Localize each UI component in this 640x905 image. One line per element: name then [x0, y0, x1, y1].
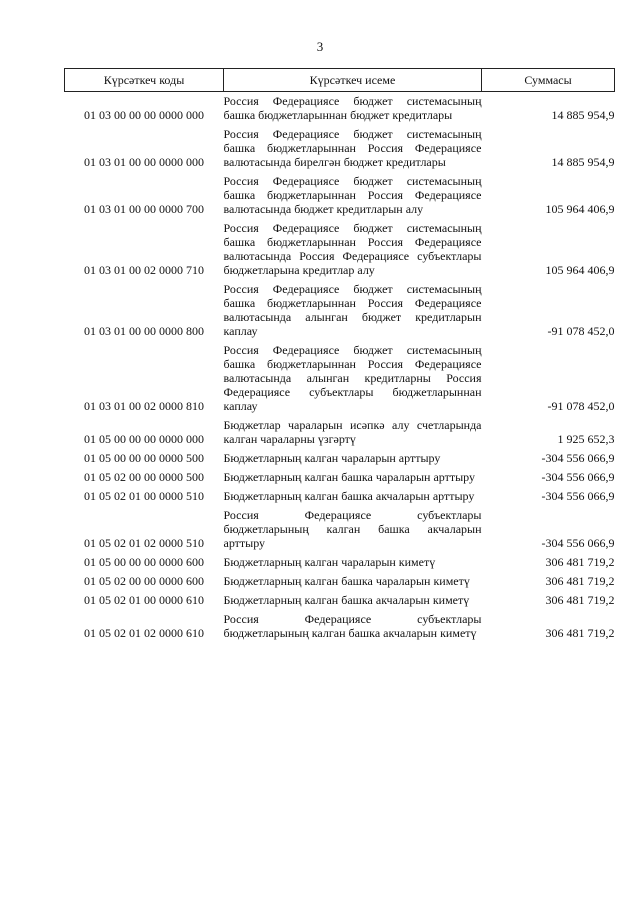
row-sum: 306 481 719,2 [545, 555, 615, 569]
row-sum: -91 078 452,0 [547, 399, 615, 413]
row-code: 01 05 02 01 00 0000 510 [84, 489, 204, 503]
table-row [65, 591, 615, 610]
row-sum: -304 556 066,9 [541, 470, 615, 484]
row-name: Россия Федерациясе бюджет системасының башка бюджетларыннан Россия Федерациясе валютасында Россия Федерациясе субъектлары бюджетларына кредитлар алу [223, 221, 482, 277]
row-name: Россия Федерациясе субъектлары бюджетларының калган башка акчаларын арттыру [223, 508, 482, 550]
row-sum: 1 925 652,3 [557, 432, 615, 446]
row-sum: 306 481 719,2 [545, 574, 615, 588]
table-row [65, 125, 615, 172]
budget-sources-table [64, 68, 615, 643]
row-code: 01 03 01 00 02 0000 710 [84, 263, 204, 277]
table-row [65, 449, 615, 468]
row-sum: 14 885 954,9 [551, 108, 615, 122]
row-name: Бюджетларның калган чараларын арттыру [223, 451, 441, 465]
row-name: Россия Федерациясе бюджет системасының башка бюджетларыннан бюджет кредитлары [223, 94, 482, 122]
row-code: 01 05 02 00 00 0000 600 [84, 574, 204, 588]
row-name: Россия Федерациясе бюджет системасының башка бюджетларыннан Россия Федерациясе валютасында бирелгән бюджет кредитлары [223, 127, 482, 169]
table-row [65, 280, 615, 341]
table-row [65, 341, 615, 416]
row-sum: 306 481 719,2 [545, 593, 615, 607]
row-code: 01 03 01 00 02 0000 810 [84, 399, 204, 413]
row-code: 01 05 00 00 00 0000 000 [84, 432, 204, 446]
row-name: Россия Федерациясе бюджет системасының башка бюджетларыннан Россия Федерациясе валютасында бюджет кредитларын алу [223, 174, 482, 216]
row-code: 01 05 00 00 00 0000 500 [84, 451, 204, 465]
row-name: Бюджетларның калган башка чараларын арттыру [223, 470, 476, 484]
row-sum: 306 481 719,2 [545, 626, 615, 640]
row-name: Россия Федерациясе бюджет системасының башка бюджетларыннан Россия Федерациясе валютасында алынган кредитларны Россия Федерациясе субъектлары бюджетларыннан каплау [223, 343, 482, 413]
table-row [65, 219, 615, 280]
row-sum: -304 556 066,9 [541, 536, 615, 550]
table-row [65, 416, 615, 449]
header-sum: Суммасы [482, 69, 615, 92]
row-code: 01 05 00 00 00 0000 600 [84, 555, 204, 569]
row-sum: 105 964 406,9 [545, 263, 615, 277]
row-name: Бюджетлар чараларын исәпкә алу счетларында калган чараларны үзгәртү [223, 418, 482, 446]
row-sum: -304 556 066,9 [541, 451, 615, 465]
row-sum: 14 885 954,9 [551, 155, 615, 169]
table-row [65, 553, 615, 572]
table-row [65, 610, 615, 643]
table-row [65, 506, 615, 553]
row-name: Бюджетларның калган башка акчаларын арттыру [223, 489, 475, 503]
table-row [65, 487, 615, 506]
row-sum: -304 556 066,9 [541, 489, 615, 503]
table-row [65, 172, 615, 219]
row-code: 01 03 01 00 00 0000 000 [84, 155, 204, 169]
row-code: 01 03 00 00 00 0000 000 [84, 108, 204, 122]
row-code: 01 05 02 01 00 0000 610 [84, 593, 204, 607]
row-code: 01 05 02 01 02 0000 510 [84, 536, 204, 550]
table-body [65, 92, 615, 644]
row-code: 01 05 02 01 02 0000 610 [84, 626, 204, 640]
header-code: Күрсәткеч коды [65, 69, 224, 92]
row-code: 01 03 01 00 00 0000 700 [84, 202, 204, 216]
row-sum: 105 964 406,9 [545, 202, 615, 216]
table-row [65, 468, 615, 487]
table-row [65, 572, 615, 591]
table-row [65, 92, 615, 126]
table-header [65, 69, 615, 92]
row-name: Россия Федерациясе субъектлары бюджетларының калган башка акчаларын киметү [223, 612, 482, 640]
row-name: Россия Федерациясе бюджет системасының башка бюджетларыннан Россия Федерациясе валютасында алынган бюджет кредитларын каплау [223, 282, 482, 338]
header-name: Күрсәткеч исеме [224, 69, 482, 92]
row-name: Бюджетларның калган башка чараларын киметү [223, 574, 470, 588]
row-name: Бюджетларның калган башка акчаларын киметү [223, 593, 470, 607]
row-code: 01 03 01 00 00 0000 800 [84, 324, 204, 338]
header-row [65, 69, 615, 92]
row-name: Бюджетларның калган чараларын киметү [223, 555, 436, 569]
page-number: 3 [316, 39, 324, 54]
row-sum: -91 078 452,0 [547, 324, 615, 338]
row-code: 01 05 02 00 00 0000 500 [84, 470, 204, 484]
